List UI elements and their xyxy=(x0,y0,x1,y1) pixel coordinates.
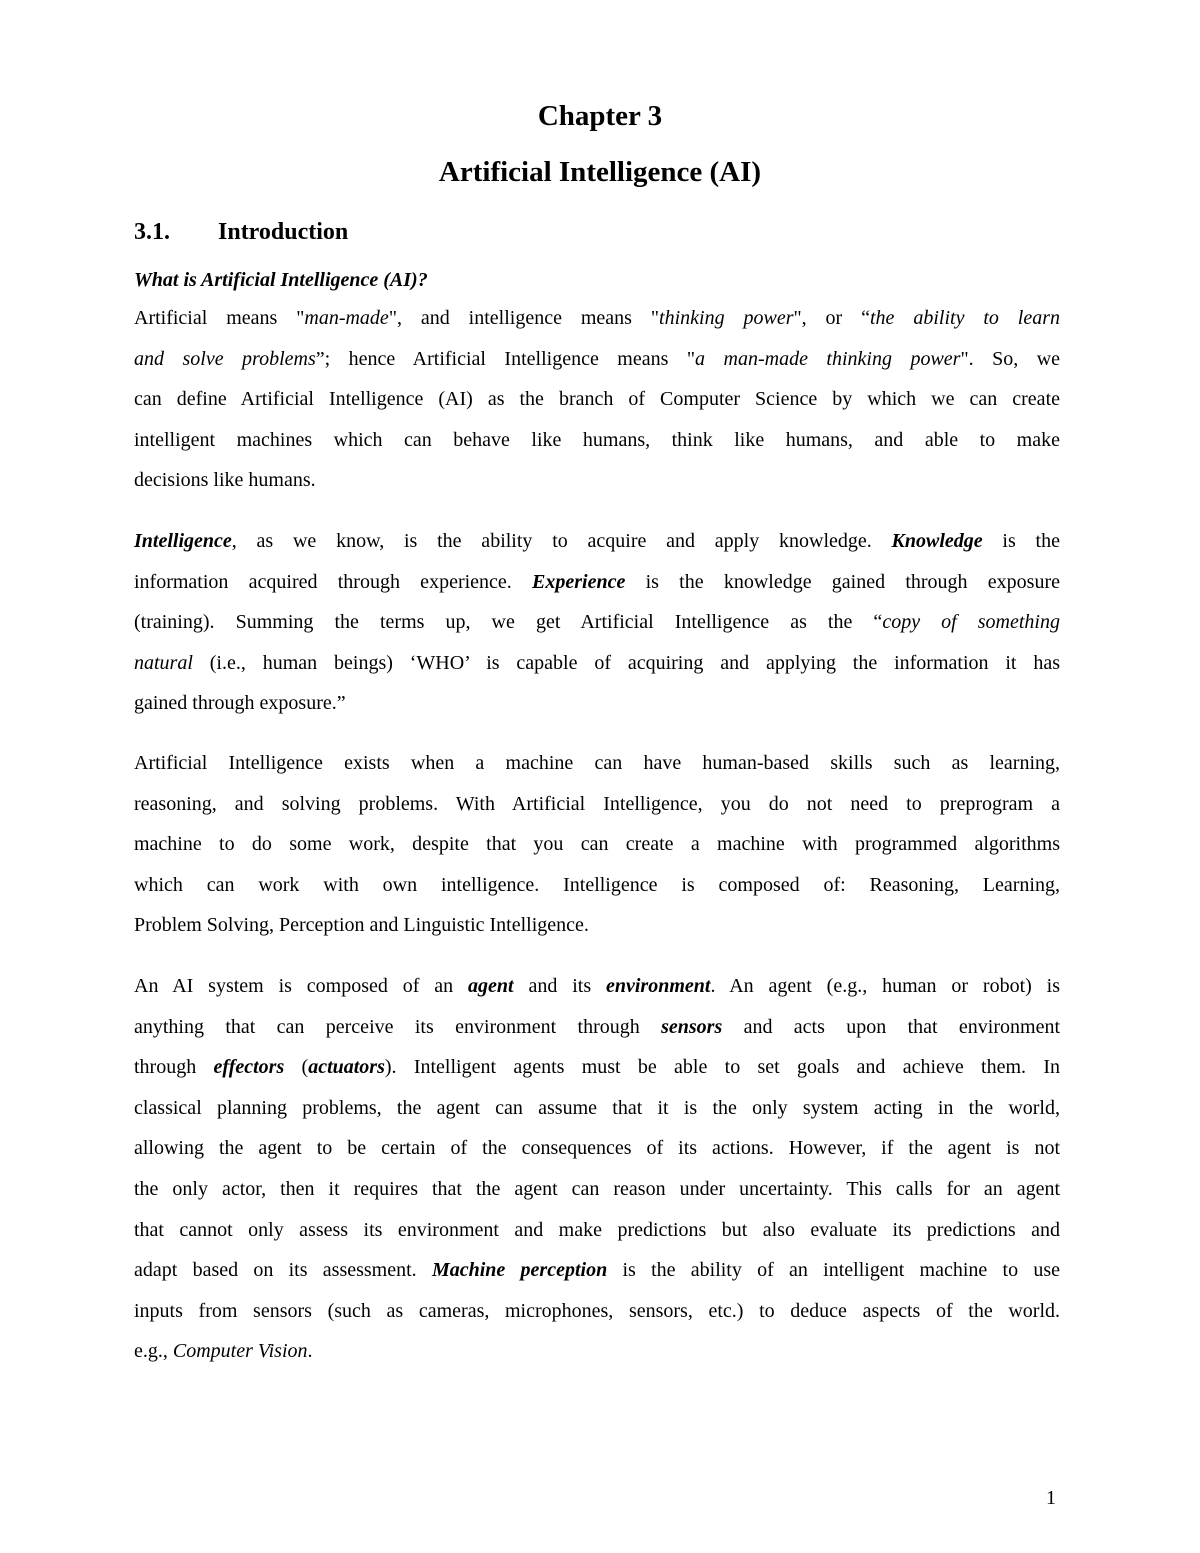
page-number: 1 xyxy=(1046,1487,1056,1509)
text-line: anything that can perceive its environment through sensors and acts upon that environment xyxy=(134,1015,1061,1038)
text-line: e.g., Computer Vision. xyxy=(134,1340,313,1363)
chapter-label: Chapter 3 xyxy=(537,100,663,132)
chapter-title: Artificial Intelligence (AI) xyxy=(438,156,762,188)
text-line: Intelligence, as we know, is the ability to acquire and apply knowledge. Knowledge is the xyxy=(134,530,1060,552)
text-line: Problem Solving, Perception and Linguistic Intelligence. xyxy=(134,914,589,937)
paragraph-ai-exists xyxy=(134,743,1060,946)
text-line: the only actor, then it requires that the agent can reason under uncertainty. This calls for an agent xyxy=(134,1177,1060,1200)
text-line: (training). Summing the terms up, we get Artificial Intelligence as the “copy of something xyxy=(134,611,1060,634)
text-line: Artificial Intelligence exists when a machine can have human-based skills such as learning, xyxy=(134,752,1060,774)
text-line: and solve problems”; hence Artificial Intelligence means "a man-made thinking power". So, we xyxy=(134,347,1061,370)
section-heading xyxy=(134,216,348,248)
text-line: information acquired through experience. Experience is the knowledge gained through exposure xyxy=(134,570,1060,593)
section-number: 3.1. xyxy=(134,219,170,245)
text-line: can define Artificial Intelligence (AI) as the branch of Computer Science by which we can create xyxy=(134,388,1060,411)
text-line: reasoning, and solving problems. With Artificial Intelligence, you do not need to preprogram a xyxy=(134,792,1060,815)
text-line: which can work with own intelligence. Intelligence is composed of: Reasoning, Learning, xyxy=(134,873,1060,896)
text-line: allowing the agent to be certain of the consequences of its actions. However, if the agent is not xyxy=(134,1137,1060,1160)
text-line: Artificial means "man-made", and intelligence means "thinking power", or “the ability to learn xyxy=(134,307,1061,329)
text-line: adapt based on its assessment. Machine perception is the ability of an intelligent machine to use xyxy=(134,1259,1061,1282)
text-line: natural (i.e., human beings) ‘WHO’ is capable of acquiring and applying the information it has xyxy=(134,651,1060,674)
text-line: through effectors (actuators). Intelligent agents must be able to set goals and achieve them. In xyxy=(134,1056,1060,1079)
text-line: gained through exposure.” xyxy=(134,692,346,715)
text-line: intelligent machines which can behave like humans, think like humans, and able to make xyxy=(134,428,1060,451)
text-line: decisions like humans. xyxy=(134,469,316,492)
text-line: An AI system is composed of an agent and its environment. An agent (e.g., human or robot) is xyxy=(134,975,1060,997)
section-title: Introduction xyxy=(218,219,349,245)
text-line: inputs from sensors (such as cameras, microphones, sensors, etc.) to deduce aspects of the world. xyxy=(134,1299,1060,1322)
text-line: machine to do some work, despite that you can create a machine with programmed algorithms xyxy=(134,833,1060,856)
paragraph-agent xyxy=(134,966,1060,1372)
text-line: that cannot only assess its environment and make predictions but also evaluate its predictions and xyxy=(134,1218,1060,1241)
question-heading: What is Artificial Intelligence (AI)? xyxy=(134,269,428,291)
text-line: classical planning problems, the agent can assume that it is the only system acting in the world, xyxy=(134,1096,1060,1119)
paragraph-definition xyxy=(134,298,1060,501)
paragraph-intelligence xyxy=(134,521,1060,724)
